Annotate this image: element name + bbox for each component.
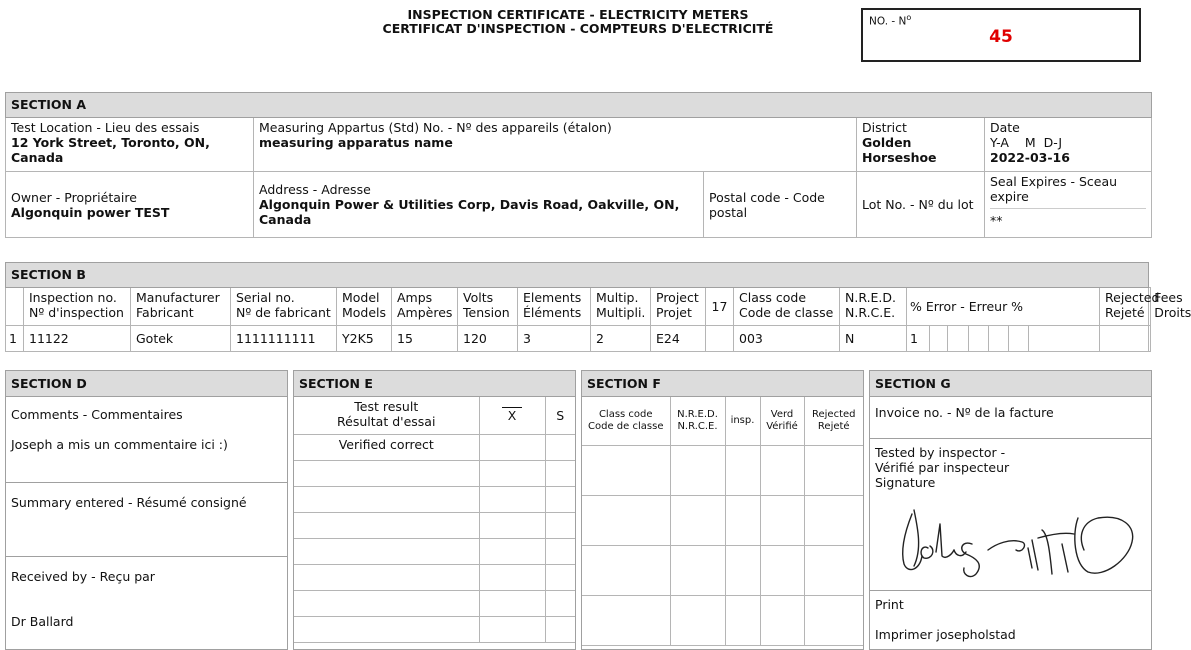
index-header <box>6 288 24 326</box>
section-g-header: SECTION G <box>870 371 1151 397</box>
print-value: Imprimer josepholstad <box>875 627 1016 642</box>
section-e <box>293 370 576 650</box>
col-nred-f: N.R.E.D. N.R.C.E. <box>670 397 725 445</box>
address-cell <box>254 172 704 238</box>
title-french: CERTIFICAT D'INSPECTION - COMPTEURS D'ELECTRICITÉ <box>382 21 774 36</box>
comments-label: Comments - Commentaires <box>11 407 183 422</box>
date-value: 2022-03-16 <box>990 150 1070 165</box>
seal-cell <box>985 172 1152 238</box>
owner-cell <box>6 172 254 238</box>
table-row <box>582 595 863 645</box>
district-value: Golden Horseshoe <box>862 135 937 165</box>
title-english: INSPECTION CERTIFICATE - ELECTRICITY METERS <box>407 7 749 22</box>
lot-label: Lot No. - Nº du lot <box>862 197 974 212</box>
table-row <box>294 590 575 616</box>
comments-value: Joseph a mis un commentaire ici :) <box>11 437 228 452</box>
tested-by-label-3: Signature <box>875 475 936 490</box>
tested-by-label-2: Vérifié par inspecteur <box>875 460 1010 475</box>
address-value: Algonquin Power & Utilities Corp, Davis Road, Oakville, ON, Canada <box>259 197 680 227</box>
summary-label: Summary entered - Résumé consigné <box>11 495 247 510</box>
invoice-label: Invoice no. - Nº de la facture <box>875 405 1054 420</box>
table-row <box>582 495 863 545</box>
section-e-table <box>294 397 575 643</box>
measuring-apparatus-value: measuring apparatus name <box>259 135 453 150</box>
col-x: X <box>479 397 545 434</box>
section-f-header: SECTION F <box>582 371 863 397</box>
col-inspection-no: Inspection no. Nº d'inspection <box>24 288 131 326</box>
district-cell <box>857 118 985 172</box>
section-f-table <box>582 397 863 646</box>
col-17: 17 <box>706 288 734 326</box>
col-model: Model Models <box>337 288 392 326</box>
col-manufacturer: Manufacturer Fabricant <box>131 288 231 326</box>
invoice-block <box>870 397 1151 439</box>
date-cell <box>985 118 1152 172</box>
section-e-header: SECTION E <box>294 371 575 397</box>
section-a <box>5 92 1152 238</box>
col-class-code-f: Class code Code de classe <box>582 397 670 445</box>
seal-label: Seal Expires - Sceau expire <box>990 174 1118 204</box>
section-d <box>5 370 288 650</box>
col-serial: Serial no. Nº de fabricant <box>231 288 337 326</box>
received-block <box>6 557 287 629</box>
col-insp: insp. <box>725 397 760 445</box>
col-verd: Verd Vérifié <box>760 397 804 445</box>
table-row <box>294 460 575 486</box>
col-elements: Elements Éléments <box>518 288 591 326</box>
col-s: S <box>545 397 575 434</box>
table-row <box>294 564 575 590</box>
test-location-cell <box>6 118 254 172</box>
certificate-number: 45 <box>989 27 1013 47</box>
col-multip: Multip. Multipli. <box>591 288 651 326</box>
summary-block <box>6 483 287 557</box>
col-fees: Fees Droits <box>1149 288 1151 326</box>
table-row: Verified correct <box>294 434 575 460</box>
section-g <box>869 370 1152 650</box>
col-project: Project Projet <box>651 288 706 326</box>
postal-code-cell <box>704 172 857 238</box>
lot-cell <box>857 172 985 238</box>
measuring-apparatus-cell <box>254 118 857 172</box>
tested-by-label-1: Tested by inspector - <box>875 445 1006 460</box>
col-volts: Volts Tension <box>458 288 518 326</box>
comments-block <box>6 397 287 483</box>
section-d-header: SECTION D <box>6 371 287 397</box>
tested-by-block <box>870 439 1151 591</box>
address-label: Address - Adresse <box>259 182 371 197</box>
col-error: % Error - Erreur % <box>907 288 1100 326</box>
date-label: Date <box>990 120 1020 135</box>
col-rejected-f: Rejected Rejeté <box>804 397 863 445</box>
certificate-number-box <box>861 8 1141 62</box>
seal-value: ** <box>990 208 1146 228</box>
print-block <box>870 591 1151 642</box>
section-f <box>581 370 864 650</box>
col-nred: N.R.E.D. N.R.C.E. <box>840 288 907 326</box>
table-row <box>294 512 575 538</box>
section-b <box>5 262 1191 352</box>
col-test-result: Test result Résultat d'essai <box>294 397 479 434</box>
table-row <box>294 538 575 564</box>
date-format: Y-A M D-J <box>990 135 1063 150</box>
certificate-number-label: NO. - $N^o$ <box>869 13 912 28</box>
table-row <box>294 486 575 512</box>
section-a-header: SECTION A <box>6 93 1152 118</box>
table-row <box>294 616 575 642</box>
table-row <box>582 445 863 495</box>
test-location-label: Test Location - Lieu des essais <box>11 120 200 135</box>
owner-value: Algonquin power TEST <box>11 204 170 220</box>
col-rejected: Rejected Rejeté <box>1100 288 1149 326</box>
print-label: Print <box>875 597 904 612</box>
col-amps: Amps Ampères <box>392 288 458 326</box>
section-b-header: SECTION B <box>6 263 1149 288</box>
table-row <box>582 545 863 595</box>
col-class-code: Class code Code de classe <box>734 288 840 326</box>
signature-image <box>892 504 1142 584</box>
measuring-apparatus-label: Measuring Appartus (Std) No. - Nº des appareils (étalon) <box>259 120 612 135</box>
document-title <box>300 8 856 36</box>
owner-label: Owner - Propriétaire <box>11 189 137 205</box>
received-label: Received by - Reçu par <box>11 569 155 584</box>
test-location-value: 12 York Street, Toronto, ON, Canada <box>11 135 210 165</box>
postal-code-label: Postal code - Code postal <box>709 189 825 220</box>
table-row: 1 11122 Gotek 1111111111 Y2K5 15 120 3 2 E24 003 N 1 <box>6 326 1151 352</box>
district-label: District <box>862 120 907 135</box>
received-value: Dr Ballard <box>11 614 74 629</box>
